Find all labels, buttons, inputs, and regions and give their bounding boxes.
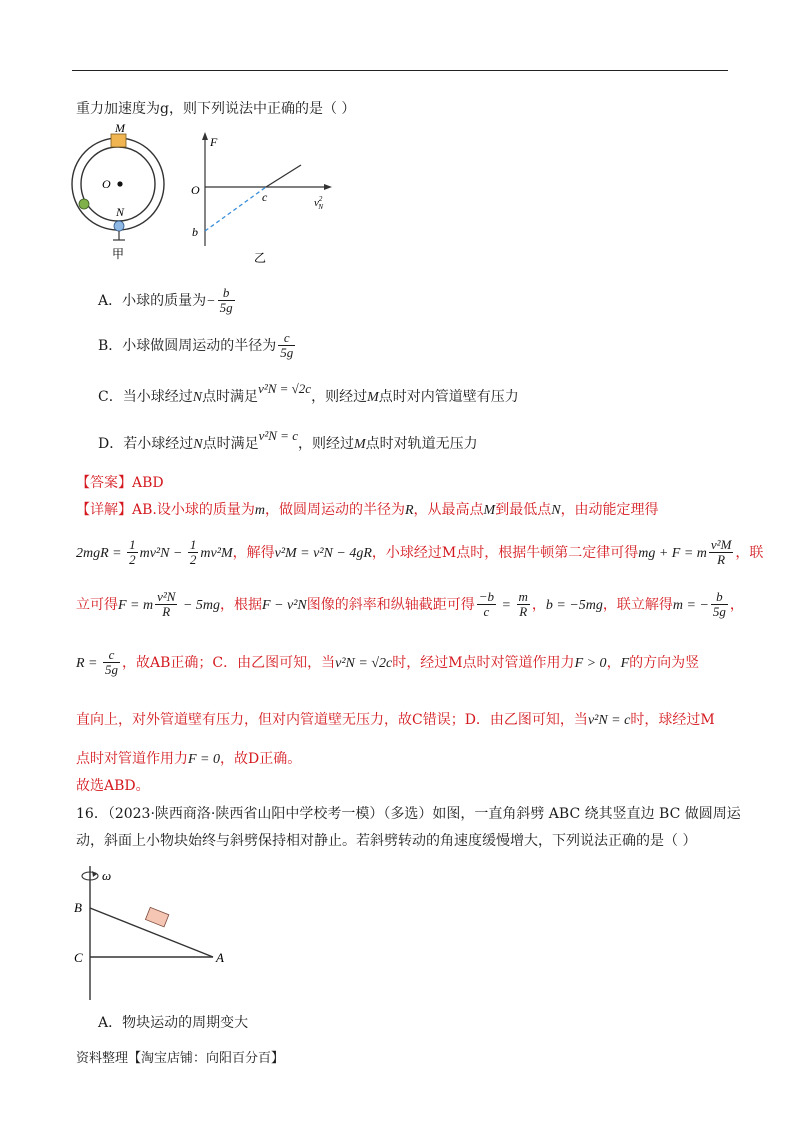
label-A: A [216, 950, 224, 965]
label-b: b [192, 225, 198, 239]
detail-line-1: 【详解】AB.设小球的质量为m，做圆周运动的半径为R，从最高点M到最低点N，由动能定理得 [76, 502, 659, 518]
green-ball [79, 199, 89, 209]
detail-line-6: 点时对管道作用力F = 0，故D正确。 [76, 751, 302, 767]
answer: 【答案】ABD [76, 475, 164, 491]
block-M [111, 134, 126, 147]
caption-yi: 乙 [254, 251, 267, 265]
label-c: c [262, 190, 268, 204]
detail-line-2: 2mgR = $\frac{1}{2}$ mv²N − $\frac{1}{2}$ mv²M，解得v²M = v²N − 4gR，小球经过M点时，根据牛顿第二定律可得mg + F = m $\frac{\text{v²M}}{R}$ ，联 [76, 537, 764, 568]
rotation-arrowhead [92, 871, 97, 877]
label-N: N [116, 205, 125, 219]
header-rule [72, 70, 728, 71]
label-O: O [191, 183, 200, 197]
label-vN: $v^2$ N [314, 195, 324, 211]
q16-option-A[interactable]: A．物块运动的周期变大 [98, 1015, 249, 1031]
x-arrow [324, 184, 332, 190]
figure-jia [66, 118, 178, 263]
option-C[interactable]: C．当小球经过N点时满足v²N = √2c，则经过M点时对内管道壁有压力 [98, 381, 519, 405]
caption-jia: 甲 [112, 247, 125, 261]
option-B[interactable]: B．小球做圆周运动的半径为 $\frac{c}{5g}$ [98, 330, 294, 361]
dashed-line [205, 187, 266, 231]
detail-line-5: 直向上，对外管道壁有压力，但对内管道壁无压力，故C错误；D．由乙图可知，当v²N = c时，球经过M [76, 712, 715, 728]
detail-line-7: 故选ABD。 [76, 778, 150, 794]
label-F: F [210, 135, 218, 149]
blue-ball [114, 221, 124, 231]
small-block [145, 907, 168, 926]
y-arrow [202, 132, 208, 140]
q16-line-2: 动，斜面上小物块始终与斜劈保持相对静止。若斜劈转动的角速度缓慢增大，下列说法正确的是（ ） [76, 833, 697, 849]
option-D[interactable]: D．若小球经过N点时满足v²N = c，则经过M点时对轨道无压力 [98, 428, 478, 452]
label-M: M [115, 121, 125, 135]
option-A[interactable]: A．小球的质量为− $\frac{b}{5g}$ [98, 285, 233, 316]
detail-line-4: R = $\frac{c}{5g}$ ，故AB正确；C．由乙图可知，当v²N = √2c时，经过M点时对管道作用力F > 0，F的方向为竖 [76, 647, 700, 678]
figure-q16 [70, 862, 240, 1012]
label-omega: ω [102, 868, 112, 883]
detail-line-3: 立可得F = m $\frac{\text{v²N}}{R}$ − 5mg，根据F − v²N图像的斜率和纵轴截距可得 $\frac{-b}{c}$ = $\frac{m}{R}$ ，b = −5mg，联立解得m = − $\frac{b}{5g}$ ， [76, 589, 744, 620]
q16-line-1: 16．（2023·陕西商洛·陕西省山阳中学校考一模）（多选）如图，一直角斜劈 ABC 绕其竖直边 BC 做圆周运 [76, 806, 741, 822]
footer-note: 资料整理【淘宝店铺：向阳百分百】 [76, 1051, 285, 1066]
label-B: B [74, 900, 82, 915]
solid-line [266, 165, 301, 187]
center-dot [117, 181, 122, 186]
figure-yi [188, 128, 338, 268]
label-C: C [74, 950, 83, 965]
label-O: O [102, 177, 111, 191]
q15-stem-tail: 重力加速度为g，则下列说法中正确的是（ ） [76, 101, 356, 117]
